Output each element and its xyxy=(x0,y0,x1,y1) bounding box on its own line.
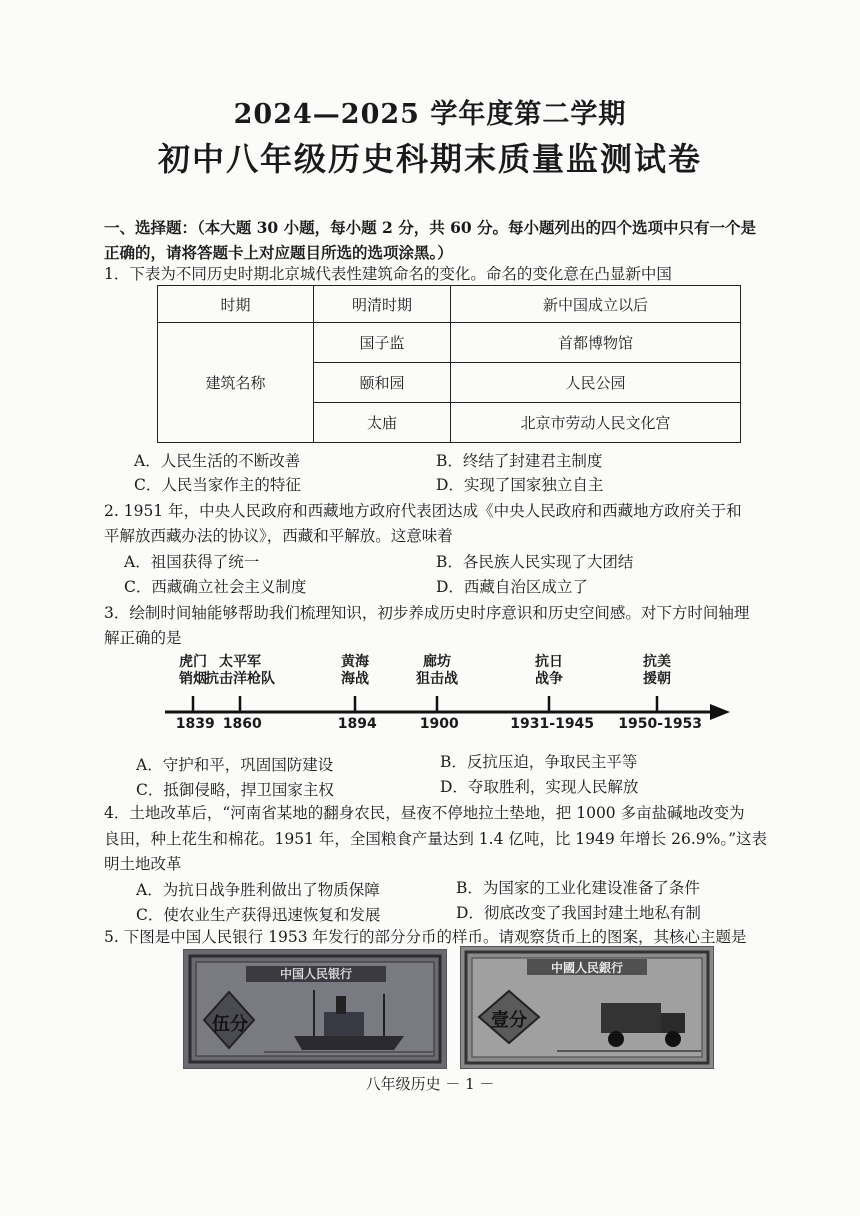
q4-stem-line2: 良田，种上花生和棉花。1951 年，全国粮食产量达到 1.4 亿吨，比 1949 年增长 26.9%。”这表 xyxy=(104,830,768,848)
q1-option-a: A．人民生活的不断改善 xyxy=(134,452,301,470)
q3-option-a: A．守护和平，巩固国防建设 xyxy=(136,756,334,774)
timeline-event-label: 抗日 战争 xyxy=(535,654,563,687)
table-row-label: 建筑名称 xyxy=(158,323,314,443)
banknote-denomination: 壹分 xyxy=(491,1010,527,1031)
q2-option-b: B．各民族人民实现了大团结 xyxy=(436,553,634,571)
q1-option-c: C．人民当家作主的特征 xyxy=(134,476,301,494)
timeline-event-label: 抗美 援朝 xyxy=(643,654,671,687)
table-cell: 颐和园 xyxy=(314,363,451,403)
timeline-event-label: 太平军 抗击洋枪队 xyxy=(205,654,275,687)
table-header-row xyxy=(158,286,741,323)
q4-option-c: C．使农业生产获得迅速恢复和发展 xyxy=(136,906,381,924)
banknote-denomination: 伍分 xyxy=(212,1014,248,1035)
q2-option-a: A．祖国获得了统一 xyxy=(124,553,260,571)
table-header-cell: 新中国成立以后 xyxy=(451,286,741,323)
q1-table xyxy=(157,285,741,443)
banknote-five-fen xyxy=(183,949,447,1069)
q3-option-d: D．夺取胜利，实现人民解放 xyxy=(440,778,639,796)
timeline-year-label: 1894 xyxy=(337,716,377,732)
q4-option-b: B．为国家的工业化建设准备了条件 xyxy=(456,879,700,897)
timeline-event-label: 黄海 海战 xyxy=(341,654,369,687)
section-heading: 一、选择题：（本大题 30 小题，每小题 2 分，共 60 分。每小题列出的四个选项中只有一个是 xyxy=(104,218,757,237)
q3-option-c: C．抵御侵略，捍卫国家主权 xyxy=(136,781,334,799)
q3-timeline xyxy=(165,652,735,742)
timeline-year-label: 1860 xyxy=(222,716,262,732)
q2-stem: 2. 1951 年，中央人民政府和西藏地方政府代表团达成《中央人民政府和西藏地方政府关于和 xyxy=(104,502,742,520)
q3-option-b: B．反抗压迫，争取民主平等 xyxy=(440,753,638,771)
q4-stem-line3: 明土地改革 xyxy=(104,855,182,873)
q2-stem-line2: 平解放西藏办法的协议》，西藏和平解放。这意味着 xyxy=(104,527,453,545)
table-cell: 太庙 xyxy=(314,403,451,443)
q4-option-d: D．彻底改变了我国封建土地私有制 xyxy=(456,904,701,922)
q3-stem-line2: 解正确的是 xyxy=(104,629,182,647)
q2-option-d: D．西藏自治区成立了 xyxy=(436,578,588,596)
q5-stem: 5. 下图是中国人民银行 1953 年发行的部分分币的样币。请观察货币上的图案，其核心主题是 xyxy=(104,928,747,946)
exam-title-year: 2024—2025 学年度第二学期 xyxy=(233,99,627,130)
table-cell: 国子监 xyxy=(314,323,451,363)
timeline-event-label: 廊坊 狙击战 xyxy=(416,654,458,687)
table-cell: 人民公园 xyxy=(451,363,741,403)
section-heading-line2: 正确的，请将答题卡上对应题目所选的选项涂黑。） xyxy=(104,243,453,262)
table-cell: 北京市劳动人民文化宫 xyxy=(451,403,741,443)
banknote-bank-name: 中國人民銀行 xyxy=(550,961,623,975)
timeline-event-label: 虎门 销烟 xyxy=(179,654,207,687)
table-header-cell: 时期 xyxy=(158,286,314,323)
q4-stem: 4．土地改革后，“河南省某地的翻身农民，昼夜不停地拉土垫地，把 1000 多亩盐碱地改变为 xyxy=(104,804,745,822)
table-cell: 首都博物馆 xyxy=(451,323,741,363)
q1-stem: 1．下表为不同历史时期北京城代表性建筑命名的变化。命名的变化意在凸显新中国 xyxy=(104,265,672,283)
exam-title: 初中八年级历史科期末质量监测试卷 xyxy=(157,140,702,178)
q4-option-a: A．为抗日战争胜利做出了物质保障 xyxy=(136,881,380,899)
table-row xyxy=(158,323,741,363)
timeline-year-label: 1900 xyxy=(419,716,459,732)
q1-option-b: B．终结了封建君主制度 xyxy=(436,452,603,470)
page-footer: 八年级历史 － 1 － xyxy=(365,1075,495,1093)
q2-option-c: C．西藏确立社会主义制度 xyxy=(124,578,307,596)
q3-stem: 3．绘制时间轴能够帮助我们梳理知识，初步养成历史时序意识和历史空间感。对下方时间轴理 xyxy=(104,604,750,622)
banknote-one-fen xyxy=(460,946,714,1069)
timeline-year-label: 1950-1953 xyxy=(618,716,703,732)
timeline-year-label: 1839 xyxy=(175,716,215,732)
table-header-cell: 明清时期 xyxy=(314,286,451,323)
banknote-bank-name: 中国人民银行 xyxy=(279,967,352,981)
q1-option-d: D．实现了国家独立自主 xyxy=(436,476,604,494)
timeline-year-label: 1931-1945 xyxy=(510,716,595,732)
